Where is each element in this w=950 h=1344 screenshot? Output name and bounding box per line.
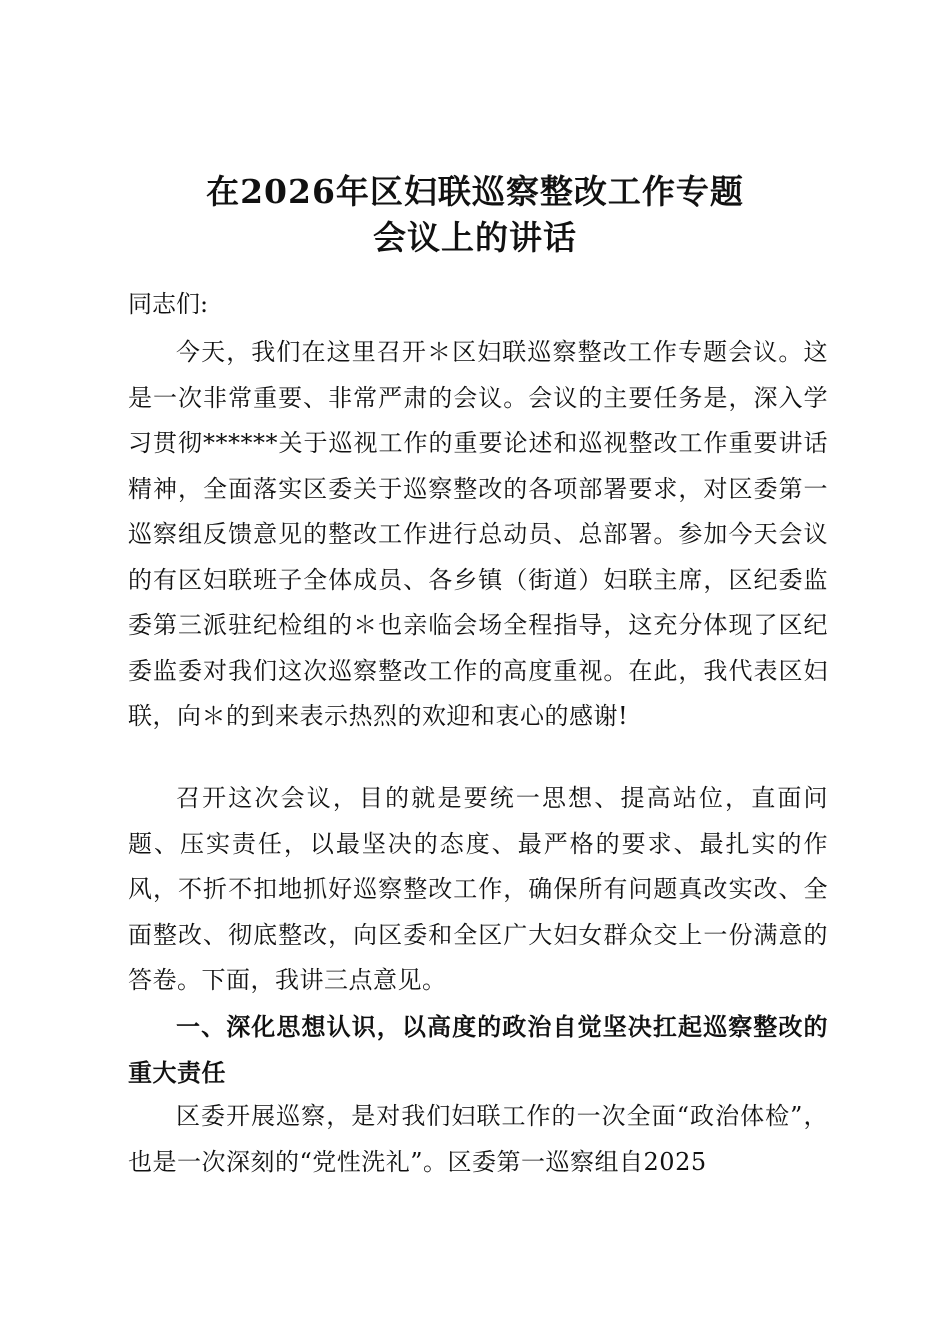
paragraph-2-text: 召开这次会议，目的就是要统一思想、提高站位，直面问题、压实责任，以最坚决的态度、最严格的要求、最扎实的作风，不折不扣地抓好巡察整改工作，确保所有问题真改实改、全面整改、彻底整改，向区委和全区广大妇女群众交上一份满意的答卷。下面，我讲三点意见。 xyxy=(128,784,828,994)
paragraph-2 xyxy=(128,776,828,1004)
paragraph-3-text: 区委开展巡察，是对我们妇联工作的一次全面“政治体检”，也是一次深刻的“党性洗礼”。区委第一巡察组自2025 xyxy=(128,1102,828,1176)
salutation: 同志们: xyxy=(128,290,209,318)
paragraph-1-text: 今天，我们在这里召开＊区妇联巡察整改工作专题会议。这是一次非常重要、非常严肃的会议。会议的主要任务是，深入学习贯彻******关于巡视工作的重要论述和巡视整改工作重要讲话精神，全面落实区委关于巡察整改的各项部署要求，对区委第一巡察组反馈意见的整改工作进行总动员、总部署。参加今天会议的有区妇联班子全体成员、各乡镇（街道）妇联主席，区纪委监委第三派驻纪检组的＊也亲临会场全程指导，这充分体现了区纪委监委对我们这次巡察整改工作的高度重视。在此，我代表区妇联，向＊的到来表示热烈的欢迎和衷心的感谢! xyxy=(128,338,828,730)
document-title-line-2: 会议上的讲话 xyxy=(373,218,577,257)
paragraph-1 xyxy=(128,330,828,740)
section-heading-1-text: 一、深化思想认识，以高度的政治自觉坚决扛起巡察整改的重大责任 xyxy=(128,1012,828,1087)
document-title-line-1: 在2026年区妇联巡察整改工作专题 xyxy=(206,172,744,211)
paragraph-3 xyxy=(128,1094,828,1185)
section-heading-1 xyxy=(128,1004,828,1095)
